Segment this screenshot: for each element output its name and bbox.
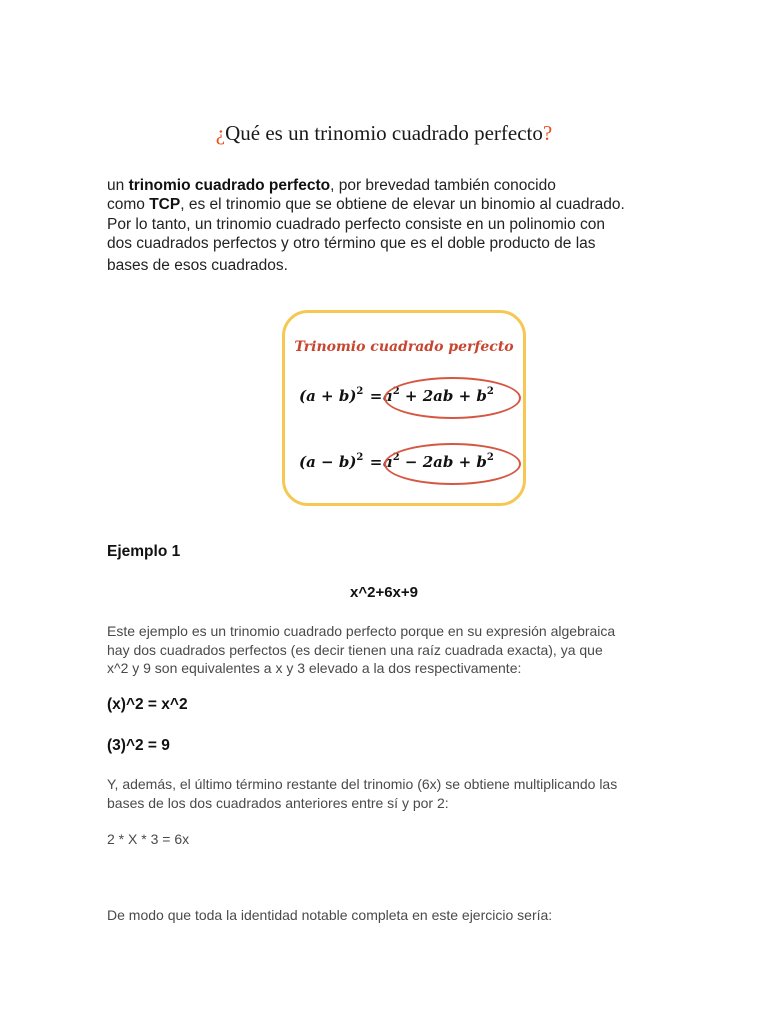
formula1-middle: + 2ab + [399, 387, 477, 405]
formula2-equals: = [369, 453, 383, 471]
intro-line-4: dos cuadrados perfectos y otro término que es el doble producto de las [107, 234, 596, 252]
formula2-highlight-oval [384, 443, 521, 485]
formula1-a-exponent: 2 [392, 386, 400, 397]
intro-paragraph [107, 176, 625, 275]
example-explanation [107, 622, 615, 678]
formula1-lhs [299, 387, 369, 405]
intro-line2-suffix: , es el trinomio que se obtiene de elevar un binomio al cuadrado. [180, 196, 625, 214]
intro-line-5: bases de esos cuadrados. [107, 257, 288, 275]
formula1-lhs-base: (a + b) [299, 387, 357, 405]
formula2-b-exponent: 2 [486, 452, 494, 463]
square-x: (x)^2 = x^2 [107, 696, 188, 713]
formula2-a: a [383, 453, 393, 471]
explanation-line-2: hay dos cuadrados perfectos (es decir tienen una raíz cuadrada exacta), ya que [107, 641, 603, 658]
middle-term-explanation [107, 775, 617, 812]
page-title [0, 121, 768, 146]
intro-line-2 [107, 195, 625, 214]
intro-line-1 [107, 176, 625, 195]
formula1-b-exponent: 2 [486, 386, 494, 397]
formula1-equals: = [369, 387, 383, 405]
formula1-highlight-oval [384, 377, 521, 419]
formula1-lhs-exponent: 2 [356, 386, 364, 397]
explanation-line-3: x^2 y 9 son equivalentes a x y 3 elevado a la dos respectivamente: [107, 660, 522, 676]
formula2-lhs-base: (a − b) [299, 453, 357, 471]
formula2-a-exponent: 2 [392, 452, 400, 463]
middle-term-line-1: Y, además, el último término restante del trinomio (6x) se obtiene multiplicando las [107, 776, 618, 792]
title-text: Qué es un trinomio cuadrado perfecto [225, 121, 543, 145]
intro-line2-prefix: como [107, 196, 150, 214]
formula1-b: b [476, 387, 487, 405]
formula2-lhs [299, 453, 369, 471]
middle-term-line-2: bases de los dos cuadrados anteriores entre sí y por 2: [107, 794, 449, 811]
conclusion-line: De modo que toda la identidad notable completa en este ejercicio sería: [107, 907, 553, 923]
formula-figure [282, 310, 526, 506]
formula2-middle: − 2ab + [399, 453, 477, 471]
intro-tcp-bold: TCP [149, 196, 181, 214]
intro-line-3: Por lo tanto, un trinomio cuadrado perfecto consiste en un polinomio con [107, 215, 606, 233]
formula2-lhs-exponent: 2 [356, 452, 364, 463]
intro-line1-prefix: un [107, 177, 129, 194]
formula1-a: a [383, 387, 393, 405]
intro-term-bold: trinomio cuadrado perfecto [128, 177, 331, 194]
intro-line1-suffix: , por brevedad también conocido [330, 177, 556, 194]
example-heading: Ejemplo 1 [107, 543, 181, 560]
title-close-mark: ? [542, 121, 553, 145]
formula2-b: b [476, 453, 487, 471]
explanation-line-1: Este ejemplo es un trinomio cuadrado perfecto porque en su expresión algebraica [107, 623, 616, 639]
figure-title: Trinomio cuadrado perfecto [294, 339, 514, 355]
square-3: (3)^2 = 9 [107, 737, 170, 754]
example-expression: x^2+6x+9 [350, 584, 418, 601]
product-line: 2 * X * 3 = 6x [107, 831, 190, 847]
title-open-mark: ¿ [215, 121, 226, 145]
